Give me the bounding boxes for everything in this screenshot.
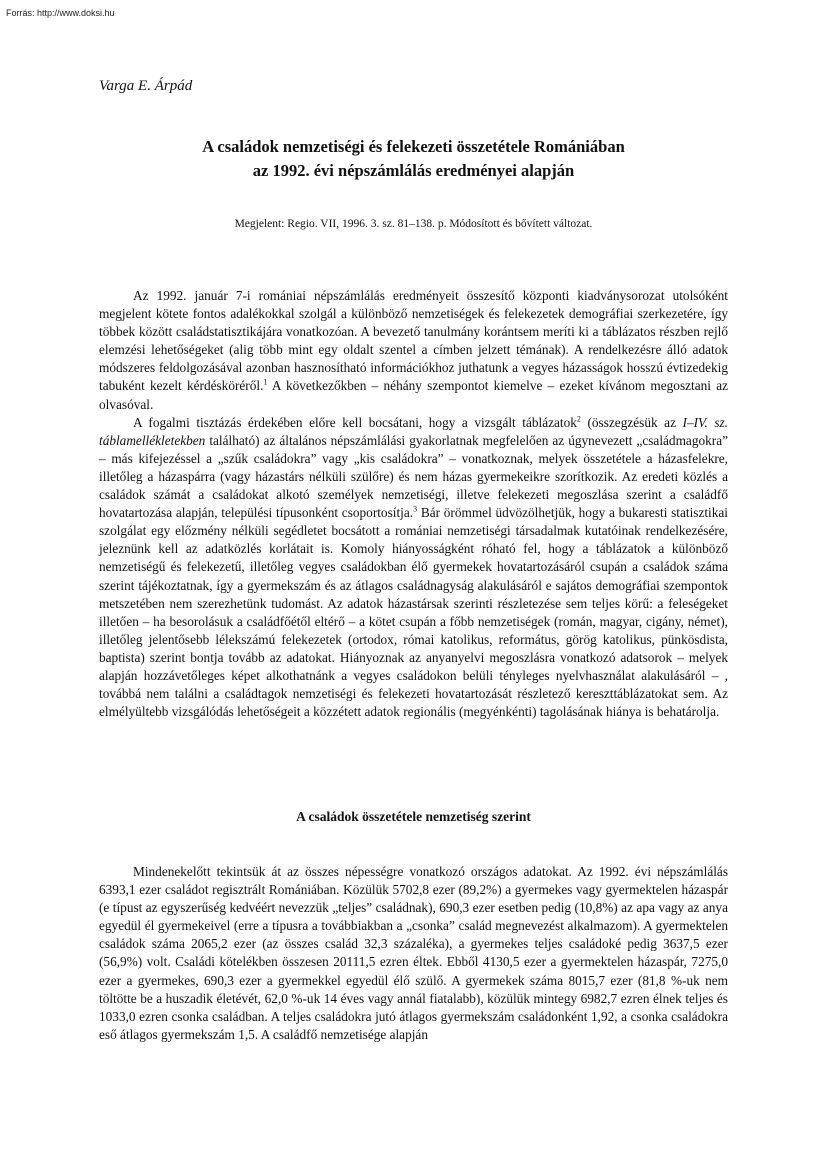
- page-title: [99, 135, 728, 183]
- title-line-2: az 1992. évi népszámlálás eredményei alapján: [252, 161, 575, 180]
- section-paragraph-1: Mindenekelőtt tekintsük át az összes népességre vonatkozó országos adatokat. Az 1992. évi népszámlálás 6393,1 ezer családot regisztrált Romániában. Közülük 5702,8 ezer (89,2%) a gyermekes vagy gyermektelen házaspár (e típust az egyszerűség kedvéért nevezzük „teljes” családnak), 690,3 ezer esetben pedig (10,8%) az apa vagy az anya egyedül él gyermekeivel (erre a típusra a továbbiakban a „csonka” család megnevezést alkalmazom). A gyermektelen családok száma 2065,2 ezer (az összes család 32,3 százaléka), a gyermekes teljes családoké pedig 3637,5 ezer (56,9%) volt. Családi kötelékben összesen 20111,5 ezren éltek. Ebből 4130,5 ezer a gyermektelen házaspár, 7275,0 ezer a gyermekes, 690,3 ezer a gyermekkel egyedül élő szülő. A gyermekek száma 8015,7 ezer (81,8 %-uk nem töltötte be a huszadik életévét, 62,0 %-uk 14 éves vagy annál fiatalabb), közülük mintegy 6982,7 ezren élnek teljes és 1033,0 ezren csonka családban. A teljes családokra jutó átlagos gyermekszám családonként 1,92, a csonka családokra eső átlagos gyermekszám 1,5. A családfő nemzetisége alapján: [99, 864, 728, 1042]
- footnote-ref-1[interactable]: 1: [263, 378, 268, 388]
- source-url: Forrás: http://www.doksi.hu: [6, 8, 115, 18]
- intro-p2-italic: I–IV. sz. táblamellékletekben: [99, 414, 728, 448]
- intro-paragraph-2: [99, 414, 728, 722]
- footnote-ref-2[interactable]: 2: [576, 414, 581, 424]
- intro-paragraph-1: [99, 287, 728, 414]
- intro-p2-d: Bár örömmel üdvözölhetjük, hogy a bukaresti statisztikai szolgálat egy előzmény nélküli segédletet bocsátott a romániai nemzetiségi társadalmak kutatóinak rendelkezésére, jeleznünk kell az adatközlés korlátait is. Komoly hiányosságként róható fel, hogy a táblázatok a különböző nemzetiségű és felekezetű, illetőleg vegyes családokban élő gyermekek hovatartozásáról csupán a családok száma szerint tájékoztatnak, így a gyermekszám és az átlagos családnagyság alakulásáról e sajátos demográfiai szempontok metszetében nem szerezhetünk tudomást. Az adatok házastársak szerinti részletezése sem teljes körű: a feleségeket illetően – ha besorolásuk a családfőétől eltérő – a kötet csupán a főbb nemzetiségek (román, magyar, cigány, német), illetőleg jelentősebb lélekszámú felekezetek (ortodox, római katolikus, református, görög katolikus, pünkösdista, baptista) szerint bontja tovább az adatokat. Hiányoznak az anyanyelvi megoszlásra vonatkozó adatsorok – melyek alapján hozzávetőleges képet alkothatnánk a vegyes családokon belüli tényleges nyelvhasználat alakulásáról – , továbbá nem találni a családtagok nemzetiségi és felekezeti hovatartozását részletező kereszttáblázatokat sem. Az elmélyültebb vizsgálódás lehetőségeit a közzétett adatok regionális (megyénkénti) tagolásának hiánya is behatárolja.: [99, 505, 728, 720]
- author-name: Varga E. Árpád: [99, 78, 193, 94]
- intro-p2-c: található) az általános népszámlálási gyakorlatnak megfelelően az úgynevezett „családmagokra” – más kifejezéssel a „szűk családokra” vagy „kis családokra” – vonatkoznak, melyek összetétele a házasfelekre, illetőleg a házaspárra (vagy házastárs nélküli szülőre) és nem házas gyermekeikre szorítkozik. Az eredeti közlés a családok számát a családokat alkotó személyek nemzetiségi, illetve felekezeti megoszlása szerint a családfő hovatartozása alapján, települési típusonként csoportosítja.: [99, 432, 728, 521]
- intro-body: [99, 287, 728, 721]
- publication-note: Megjelent: Regio. VII, 1996. 3. sz. 81–138. p. Módosított és bővített változat.: [234, 218, 593, 230]
- intro-p2-a: A fogalmi tisztázás érdekében előre kell bocsátani, hogy a vizsgált táblázatok: [133, 414, 577, 430]
- footnote-ref-3[interactable]: 3: [413, 504, 418, 514]
- intro-p1-text: Az 1992. január 7-i romániai népszámlálás eredményeit összesítő központi kiadványsorozat utolsóként megjelent kötete fontos adalékokkal szolgál a különböző nemzetiségek és felekezetek demográfiai szerkezetére, így többek között családstatisztikájára vonatkozóan. A bevezető tanulmány korántsem meríti ki a táblázatos részben rejlő elemzési lehetőségeket (alig több mint egy oldalt szentel a címben jelzett témának). A rendelkezésre álló adatok módszeres feldolgozásával azonban hasznosítható információkhoz juthatunk a vegyes házasságok hosszú évtizedekig tabuként kezelt kérdésköréről.: [99, 288, 728, 394]
- intro-p1-end: A következőkben – néhány szempontot kiemelve – ezeket kívánom megosztani az olvasóval.: [99, 378, 728, 412]
- section-heading: A családok összetétele nemzetiség szerint: [296, 809, 531, 824]
- title-line-1: A családok nemzetiségi és felekezeti összetétele Romániában: [202, 137, 625, 156]
- intro-p2-b: (összegzésük az: [580, 414, 683, 430]
- section-body: [99, 863, 728, 1044]
